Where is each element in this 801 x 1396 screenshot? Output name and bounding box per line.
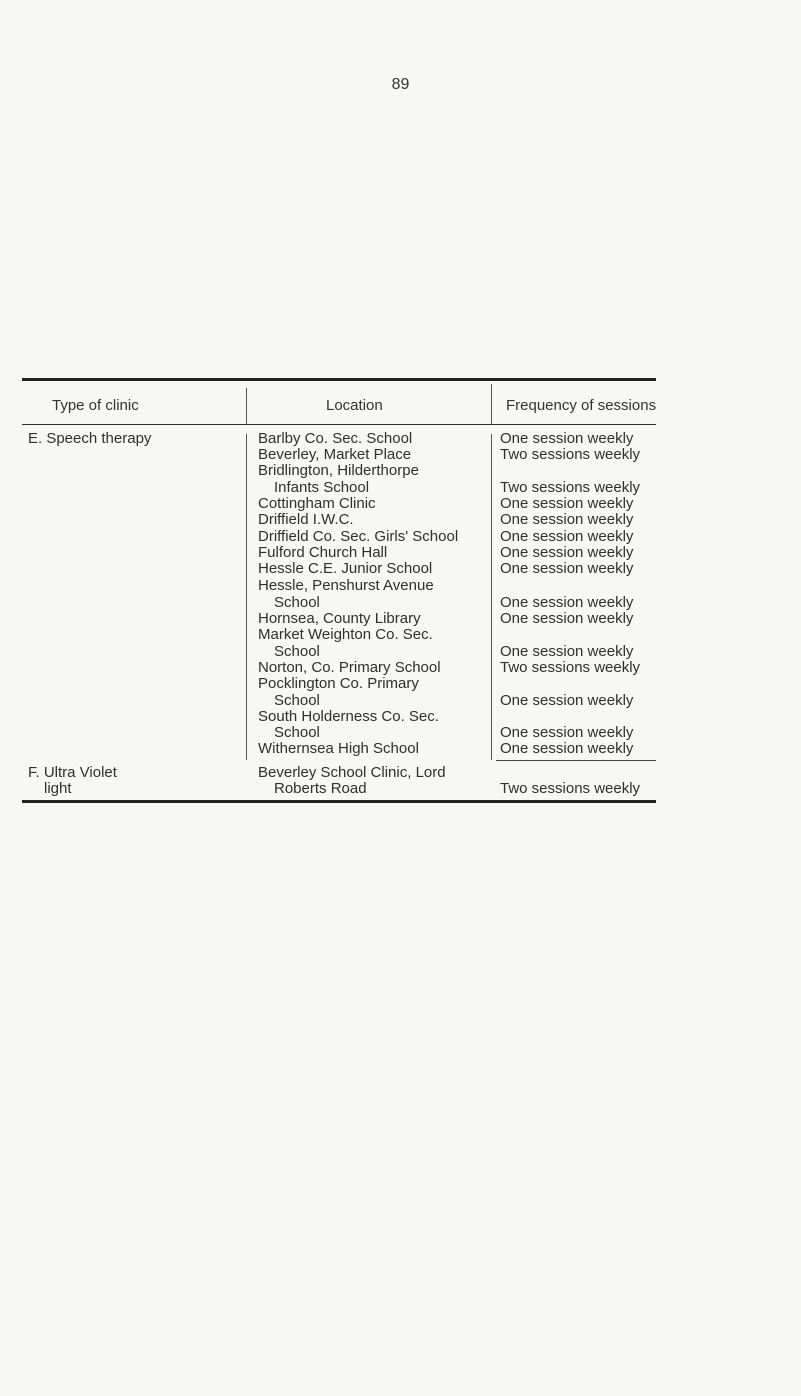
frequency-cell: One session weekly: [500, 560, 634, 577]
location-cell: South Holderness Co. Sec.: [258, 708, 439, 725]
clinic-type-ultra-violet: F. Ultra Violet: [28, 764, 117, 781]
body-divider-frequency: [491, 434, 492, 760]
location-cell-continuation: School: [274, 724, 320, 741]
frequency-cell: Two sessions weekly: [500, 479, 641, 496]
location-cell: Bridlington, Hilderthorpe: [258, 462, 419, 479]
location-cell: Beverley School Clinic, Lord: [258, 764, 446, 781]
frequency-cell: One session weekly: [500, 495, 634, 512]
header-frequency: Frequency of sessions: [506, 397, 657, 414]
clinic-type-ultra-violet-continuation: light: [44, 780, 72, 797]
frequency-cell: One session weekly: [500, 740, 634, 757]
page-number: 89: [391, 76, 410, 93]
location-cell-continuation: School: [274, 643, 320, 660]
location-cell: Market Weighton Co. Sec.: [258, 626, 433, 643]
table-top-rule: [22, 378, 656, 381]
body-divider-location: [246, 434, 247, 760]
frequency-cell: One session weekly: [500, 528, 634, 545]
location-cell: Withernsea High School: [258, 740, 419, 757]
location-cell: Norton, Co. Primary School: [258, 659, 441, 676]
location-cell: Hornsea, County Library: [258, 610, 421, 627]
section-separator: [496, 760, 656, 761]
frequency-cell: One session weekly: [500, 643, 634, 660]
location-cell: Pocklington Co. Primary: [258, 675, 419, 692]
location-cell: Beverley, Market Place: [258, 446, 412, 463]
location-cell: Hessle C.E. Junior School: [258, 560, 433, 577]
location-cell-continuation: School: [274, 594, 320, 611]
frequency-cell: One session weekly: [500, 610, 634, 627]
frequency-cell: Two sessions weekly: [500, 659, 641, 676]
table-bottom-rule: [22, 800, 656, 803]
header-divider-location: [246, 388, 247, 424]
frequency-cell: One session weekly: [500, 724, 634, 741]
location-cell: Hessle, Penshurst Avenue: [258, 577, 434, 594]
frequency-cell: One session weekly: [500, 692, 634, 709]
table-header-rule: [22, 424, 656, 425]
header-type-of-clinic: Type of clinic: [52, 397, 139, 414]
location-cell: Driffield Co. Sec. Girls' School: [258, 528, 459, 545]
header-location: Location: [326, 397, 383, 414]
frequency-cell: One session weekly: [500, 544, 634, 561]
frequency-cell: One session weekly: [500, 511, 634, 528]
frequency-cell: Two sessions weekly: [500, 446, 641, 463]
frequency-cell: Two sessions weekly: [500, 780, 641, 797]
frequency-cell: One session weekly: [500, 430, 634, 447]
clinic-type-speech-therapy: E. Speech therapy: [28, 430, 152, 447]
location-cell-continuation: Infants School: [274, 479, 370, 496]
location-cell: Driffield I.W.C.: [258, 511, 354, 528]
frequency-cell: One session weekly: [500, 594, 634, 611]
location-cell: Barlby Co. Sec. School: [258, 430, 413, 447]
location-cell: Cottingham Clinic: [258, 495, 376, 512]
location-cell-continuation: School: [274, 692, 320, 709]
location-cell-continuation: Roberts Road: [274, 780, 367, 797]
location-cell: Fulford Church Hall: [258, 544, 388, 561]
header-divider-frequency: [491, 384, 492, 424]
